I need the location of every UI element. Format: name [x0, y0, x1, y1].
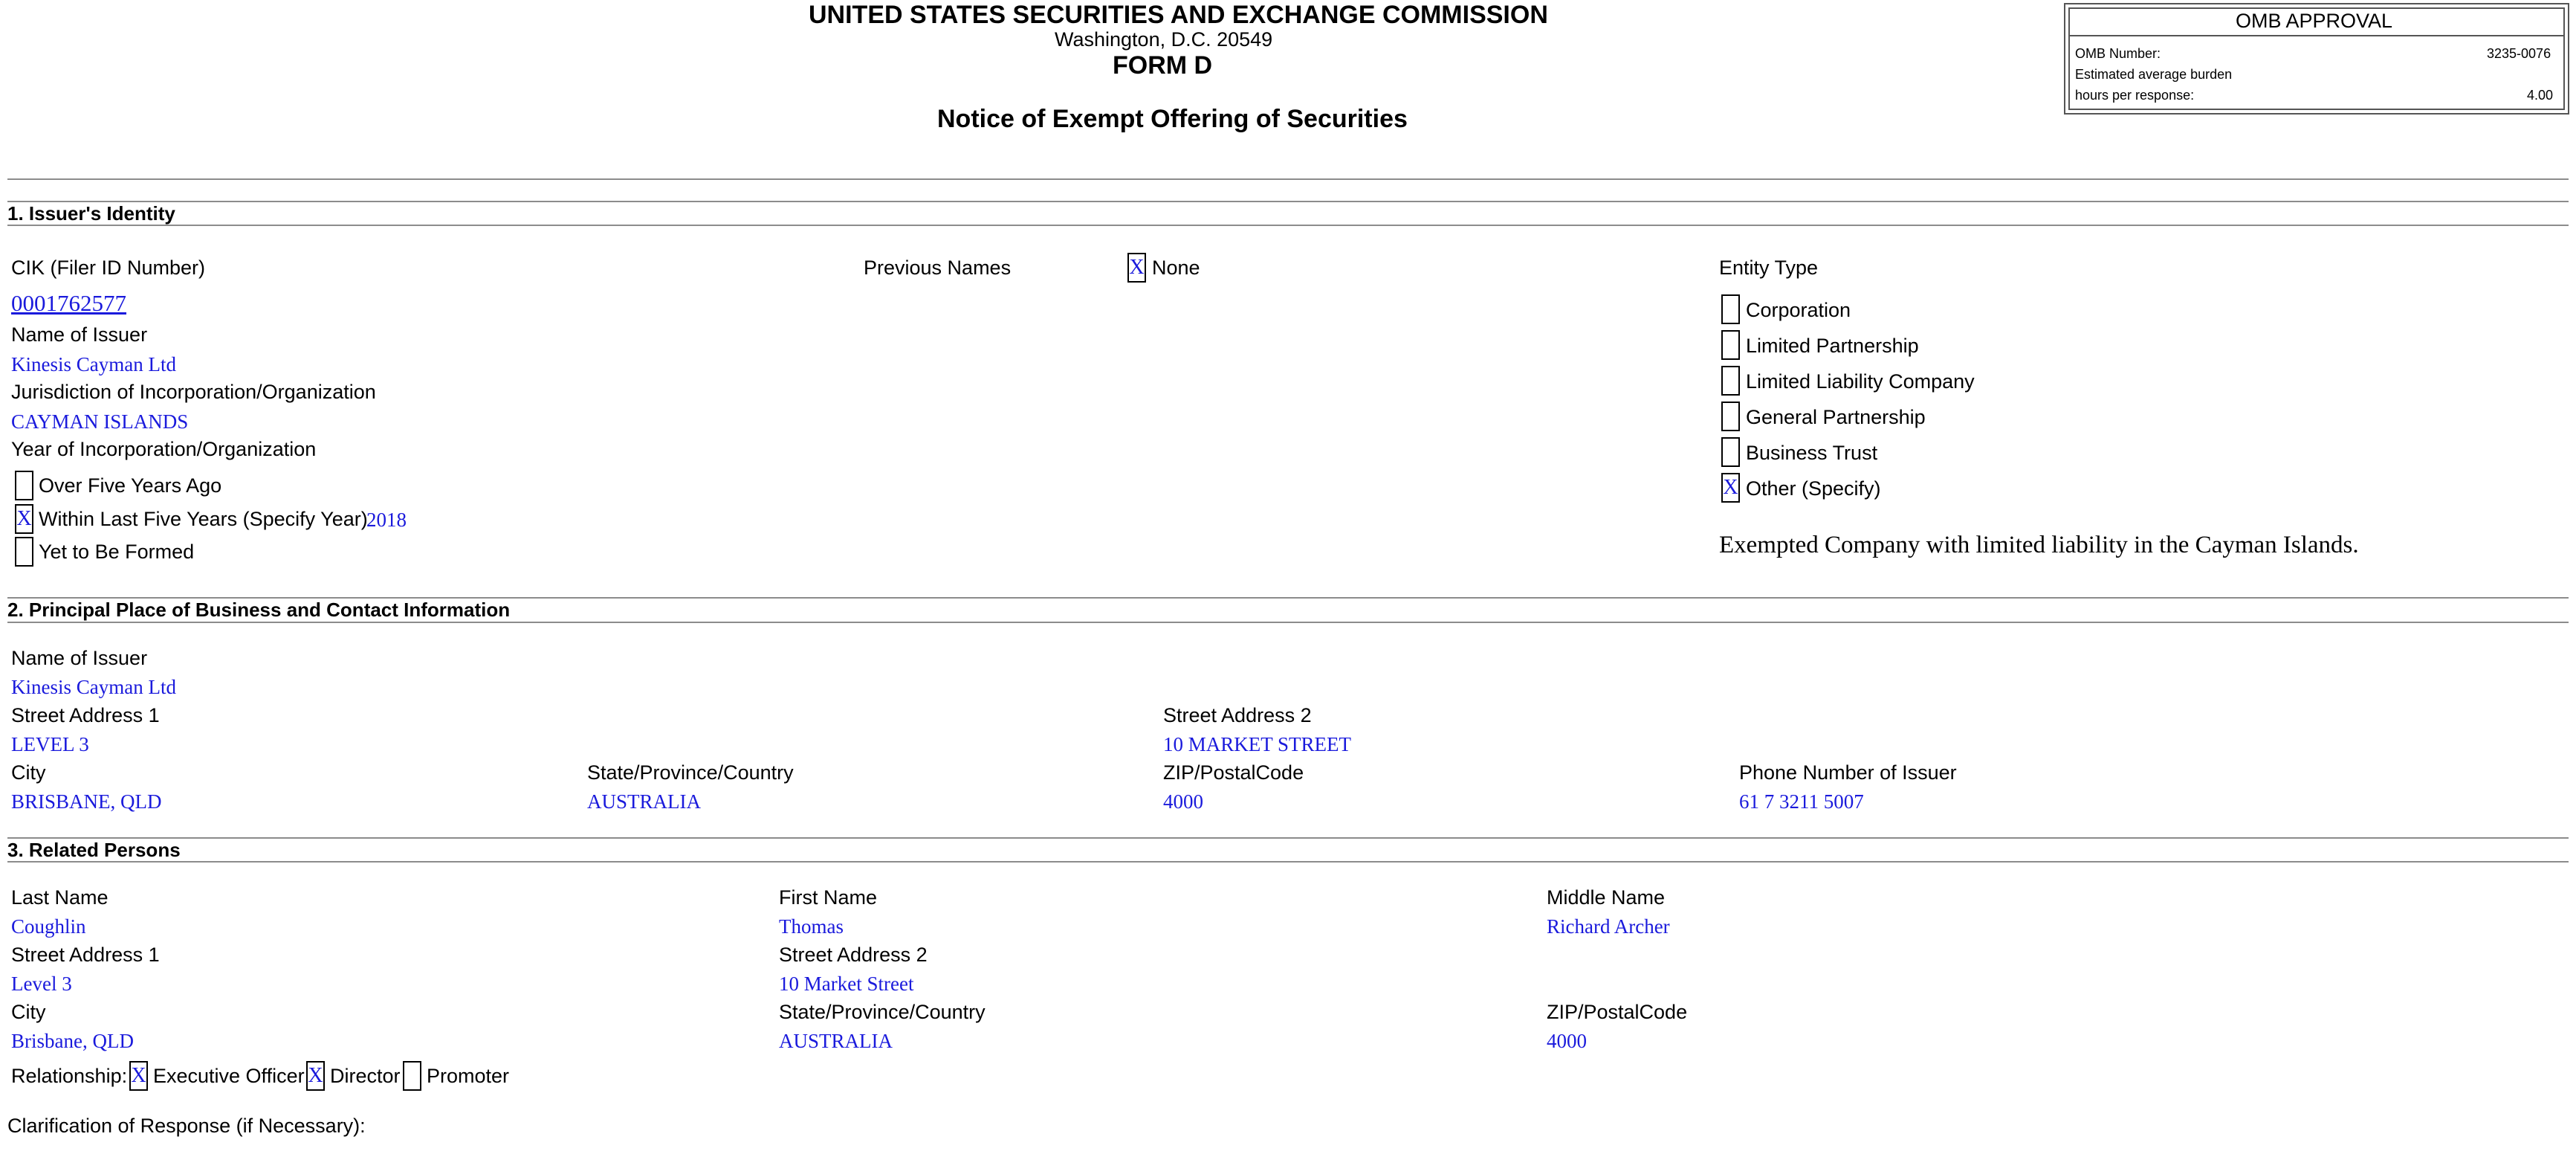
none-label: None — [1152, 257, 1200, 279]
within-five-years-checkbox[interactable]: X — [15, 504, 33, 534]
business-trust-label: Business Trust — [1746, 442, 1878, 464]
section-2-title: 2. Principal Place of Business and Contact Information — [7, 599, 511, 621]
section-divider — [7, 837, 2569, 839]
s2-name-value: Kinesis Cayman Ltd — [11, 676, 176, 698]
notice-title: Notice of Exempt Offering of Securities — [937, 105, 1408, 133]
other-specify-checkbox[interactable]: X — [1721, 473, 1740, 503]
omb-hours-label: hours per response: — [2075, 88, 2195, 103]
s3-state-value: AUSTRALIA — [779, 1030, 893, 1052]
form-title: FORM D — [1113, 51, 1213, 80]
yet-to-be-formed-checkbox[interactable] — [15, 537, 33, 567]
s2-phone-value: 61 7 3211 5007 — [1739, 790, 1864, 813]
s2-street1-label: Street Address 1 — [11, 704, 160, 726]
s3-street2-value: 10 Market Street — [779, 973, 914, 995]
omb-title: OMB APPROVAL — [2236, 10, 2393, 32]
s2-city-value: BRISBANE, QLD — [11, 790, 162, 813]
omb-divider — [2068, 35, 2565, 36]
s3-zip-value: 4000 — [1547, 1030, 1587, 1052]
none-checkbox[interactable]: X — [1127, 253, 1146, 283]
s2-zip-value: 4000 — [1163, 790, 1203, 813]
clarification-label: Clarification of Response (if Necessary): — [7, 1115, 366, 1137]
s3-city-value: Brisbane, QLD — [11, 1030, 134, 1052]
s3-street1-label: Street Address 1 — [11, 944, 160, 966]
omb-number-value: 3235-0076 — [2487, 46, 2551, 61]
s3-state-label: State/Province/Country — [779, 1001, 986, 1023]
section-divider — [7, 201, 2569, 202]
s3-street1-value: Level 3 — [11, 973, 72, 995]
s2-name-label: Name of Issuer — [11, 647, 148, 669]
executive-officer-checkbox[interactable]: X — [129, 1061, 148, 1091]
cik-link[interactable]: 0001762577 — [11, 290, 126, 316]
jurisdiction-label: Jurisdiction of Incorporation/Organization — [11, 381, 376, 403]
llc-checkbox[interactable] — [1721, 366, 1740, 396]
omb-burden-label: Estimated average burden — [2075, 67, 2233, 82]
relationship-label: Relationship: — [11, 1065, 128, 1087]
s3-last-name-value: Coughlin — [11, 915, 86, 938]
cik-label: CIK (Filer ID Number) — [11, 257, 206, 279]
limited-partnership-checkbox[interactable] — [1721, 330, 1740, 360]
section-divider — [7, 861, 2569, 863]
general-partnership-label: General Partnership — [1746, 406, 1926, 428]
s3-middle-name-label: Middle Name — [1547, 886, 1666, 909]
incorporation-year-value: 2018 — [366, 509, 407, 531]
section-divider — [7, 622, 2569, 623]
commission-title: UNITED STATES SECURITIES AND EXCHANGE COMMISSION — [809, 1, 1548, 29]
within-five-years-label: Within Last Five Years (Specify Year) — [39, 508, 368, 530]
issuer-name-label: Name of Issuer — [11, 323, 148, 346]
section-3-title: 3. Related Persons — [7, 839, 181, 861]
divider — [7, 178, 2569, 180]
promoter-label: Promoter — [427, 1065, 510, 1087]
s3-zip-label: ZIP/PostalCode — [1547, 1001, 1688, 1023]
corporation-checkbox[interactable] — [1721, 294, 1740, 324]
director-checkbox[interactable]: X — [306, 1061, 325, 1091]
s3-street2-label: Street Address 2 — [779, 944, 928, 966]
commission-address: Washington, D.C. 20549 — [1055, 28, 1273, 51]
limited-partnership-label: Limited Partnership — [1746, 335, 1919, 357]
executive-officer-label: Executive Officer — [153, 1065, 305, 1087]
other-specify-text: Exempted Company with limited liability in the Cayman Islands. — [1719, 532, 2359, 558]
promoter-checkbox[interactable] — [403, 1061, 421, 1091]
s3-last-name-label: Last Name — [11, 886, 109, 909]
previous-names-label: Previous Names — [864, 257, 1012, 279]
jurisdiction-value: CAYMAN ISLANDS — [11, 410, 189, 433]
s2-street2-label: Street Address 2 — [1163, 704, 1312, 726]
business-trust-checkbox[interactable] — [1721, 437, 1740, 467]
s2-zip-label: ZIP/PostalCode — [1163, 761, 1304, 784]
other-specify-label: Other (Specify) — [1746, 477, 1881, 500]
s2-city-label: City — [11, 761, 46, 784]
yet-to-be-formed-label: Yet to Be Formed — [39, 541, 195, 563]
entity-type-label: Entity Type — [1719, 257, 1819, 279]
s3-city-label: City — [11, 1001, 46, 1023]
llc-label: Limited Liability Company — [1746, 370, 1975, 393]
s3-first-name-label: First Name — [779, 886, 878, 909]
s2-street2-value: 10 MARKET STREET — [1163, 733, 1352, 755]
director-label: Director — [330, 1065, 401, 1087]
s2-street1-value: LEVEL 3 — [11, 733, 89, 755]
s3-first-name-value: Thomas — [779, 915, 844, 938]
s2-phone-label: Phone Number of Issuer — [1739, 761, 1957, 784]
omb-number-label: OMB Number: — [2075, 46, 2161, 61]
year-label: Year of Incorporation/Organization — [11, 438, 317, 460]
section-1-title: 1. Issuer's Identity — [7, 202, 175, 225]
over-five-years-checkbox[interactable] — [15, 471, 33, 500]
corporation-label: Corporation — [1746, 299, 1851, 321]
omb-hours-value: 4.00 — [2527, 88, 2554, 103]
s2-state-value: AUSTRALIA — [587, 790, 701, 813]
section-divider — [7, 225, 2569, 226]
general-partnership-checkbox[interactable] — [1721, 402, 1740, 431]
issuer-name-value: Kinesis Cayman Ltd — [11, 353, 176, 375]
s2-state-label: State/Province/Country — [587, 761, 794, 784]
over-five-years-label: Over Five Years Ago — [39, 474, 222, 497]
s3-middle-name-value: Richard Archer — [1547, 915, 1670, 938]
